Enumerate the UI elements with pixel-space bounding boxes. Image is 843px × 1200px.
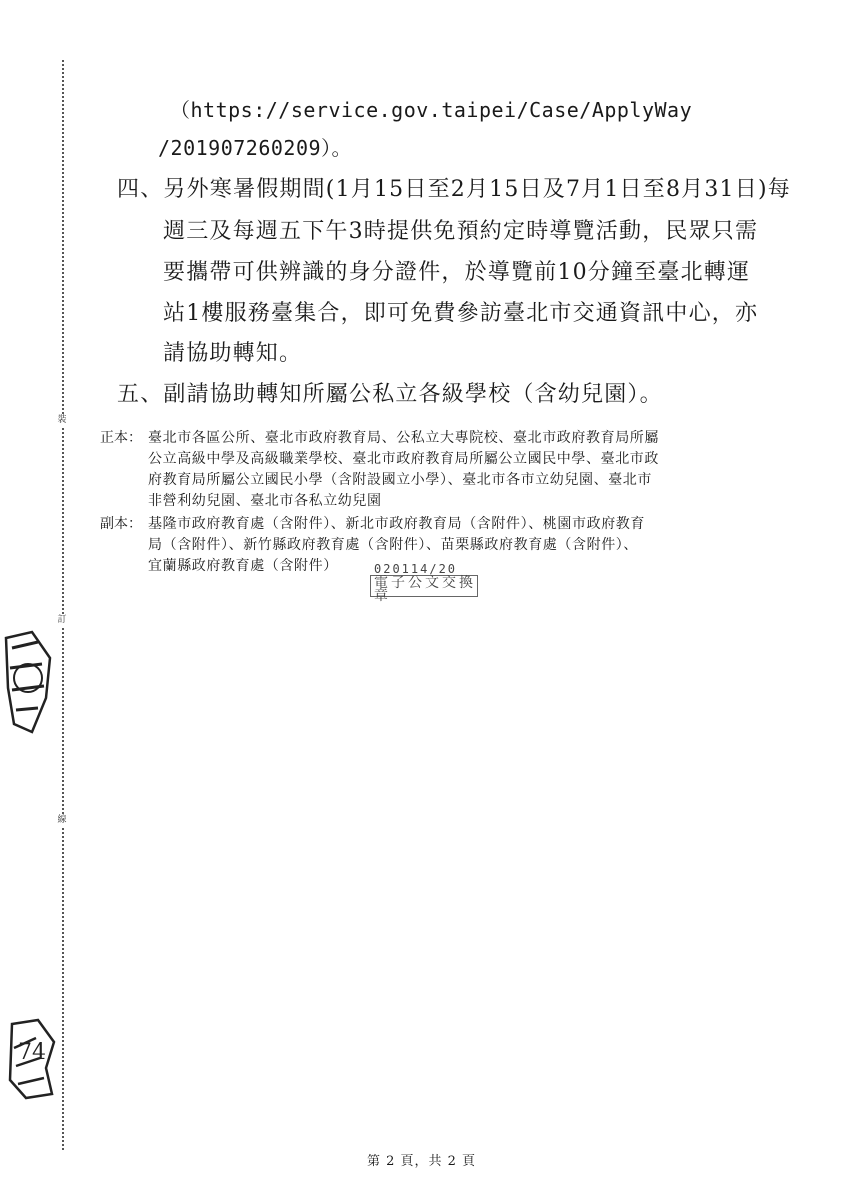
copy-recipients-line-1: 基隆市政府教育處（含附件）、新北市政府教育局（含附件）、桃園市政府教育 <box>148 516 645 532</box>
page-indicator: 第 2 頁，共 2 頁 <box>366 1154 477 1169</box>
binding-mark-zhuang: 裝 <box>57 415 67 425</box>
item-4-line-2: 週三及每週五下午3時提供免預約定時導覽活動，民眾只需 <box>163 219 759 244</box>
seal-stamp-icon <box>2 628 54 738</box>
copy-recipients-line-3: 宜蘭縣政府教育處（含附件） <box>148 558 338 574</box>
item-4-line-3: 要攜帶可供辨識的身分證件，於導覽前10分鐘至臺北轉運 <box>163 260 751 285</box>
copy-recipient-label: 副本： <box>100 516 142 532</box>
main-recipients-line-1: 臺北市各區公所、臺北市政府教育局、公私立大專院校、臺北市政府教育局所屬 <box>148 430 659 446</box>
url-line-1: （https://service.gov.taipei/Case/ApplyWay <box>170 98 693 122</box>
main-recipients-line-3: 府教育局所屬公立國民小學（含附設國立小學）、臺北市各市立幼兒園、臺北市 <box>148 472 652 488</box>
item-5: 五、副請協助轉知所屬公私立各級學校（含幼兒園）。 <box>117 382 663 407</box>
main-recipients-line-4: 非營利幼兒園、臺北市各私立幼兒園 <box>148 493 382 509</box>
binding-mark-xian: 線 <box>57 815 67 825</box>
binding-dotted-line <box>62 60 64 1150</box>
main-recipients-line-2: 公立高級中學及高級職業學校、臺北市政府教育局所屬公立國民中學、臺北市政 <box>148 451 659 467</box>
item-4-line-4: 站1樓服務臺集合，即可免費參訪臺北市交通資訊中心，亦 <box>163 301 759 326</box>
copy-recipients-line-2: 局（含附件）、新竹縣政府教育處（含附件）、苗栗縣政府教育處（含附件）、 <box>148 537 638 553</box>
binding-mark-ding: 訂 <box>57 615 67 625</box>
exchange-stamp-numbers: 020114/20 <box>374 562 458 576</box>
exchange-stamp <box>370 562 478 604</box>
item-4-line-5: 請協助轉知。 <box>163 341 303 366</box>
item-4-line-1: 四、另外寒暑假期間(1月15日至2月15日及7月1日至8月31日)每 <box>117 177 791 202</box>
url-line-2: /201907260209）。 <box>158 136 353 160</box>
side-page-number: 74 <box>18 1040 46 1065</box>
main-recipient-label: 正本： <box>100 430 142 446</box>
exchange-stamp-label: 電子公文交換章 <box>374 575 476 604</box>
